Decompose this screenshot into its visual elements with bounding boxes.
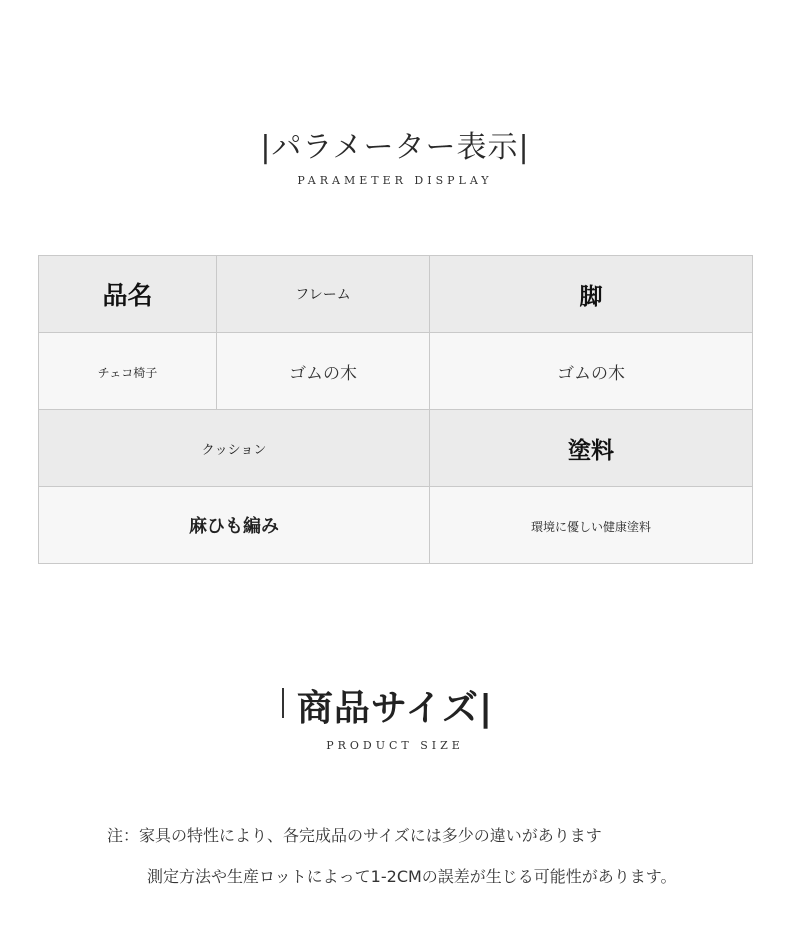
cell-paint-label (430, 410, 753, 487)
cell-cushion-value (39, 487, 430, 564)
parameter-subtitle: PARAMETER DISPLAY (297, 174, 493, 187)
cell-legs-value (430, 333, 753, 410)
cushion-label: クッション (201, 442, 267, 458)
frame-label: フレーム (295, 287, 351, 303)
size-title: 商品サイズ| (296, 688, 494, 729)
size-subtitle: PRODUCT SIZE (326, 739, 464, 752)
cell-frame-value (217, 333, 430, 410)
cell-cushion-label (39, 410, 430, 487)
table-row (39, 487, 753, 564)
paint-label: 塗料 (568, 437, 614, 464)
parameter-table (38, 255, 753, 564)
size-title-wrap (0, 680, 790, 731)
product-name-value: チェコ椅子 (97, 365, 158, 380)
cell-product-name-value (39, 333, 217, 410)
table-row (39, 256, 753, 333)
size-note-line2: 測定方法や生産ロットによって1-2CMの誤差が生じる可能性があります。 (147, 867, 677, 886)
legs-value: ゴムの木 (557, 363, 625, 384)
paint-value: 環境に優しい健康塗料 (530, 519, 651, 534)
cell-product-name-label (39, 256, 217, 333)
frame-value: ゴムの木 (289, 363, 357, 384)
table-row (39, 333, 753, 410)
size-note-line1: 注：家具の特性により、各完成品のサイズには多少の違いがあります (107, 826, 602, 845)
cell-paint-value (430, 487, 753, 564)
cell-frame-label (217, 256, 430, 333)
product-name-label: 品名 (102, 281, 153, 310)
table-row (39, 410, 753, 487)
parameter-title: |パラメーター表示| (260, 130, 530, 165)
legs-label: 脚 (579, 283, 603, 310)
cell-legs-label (430, 256, 753, 333)
cushion-value: 麻ひも編み (189, 516, 279, 537)
